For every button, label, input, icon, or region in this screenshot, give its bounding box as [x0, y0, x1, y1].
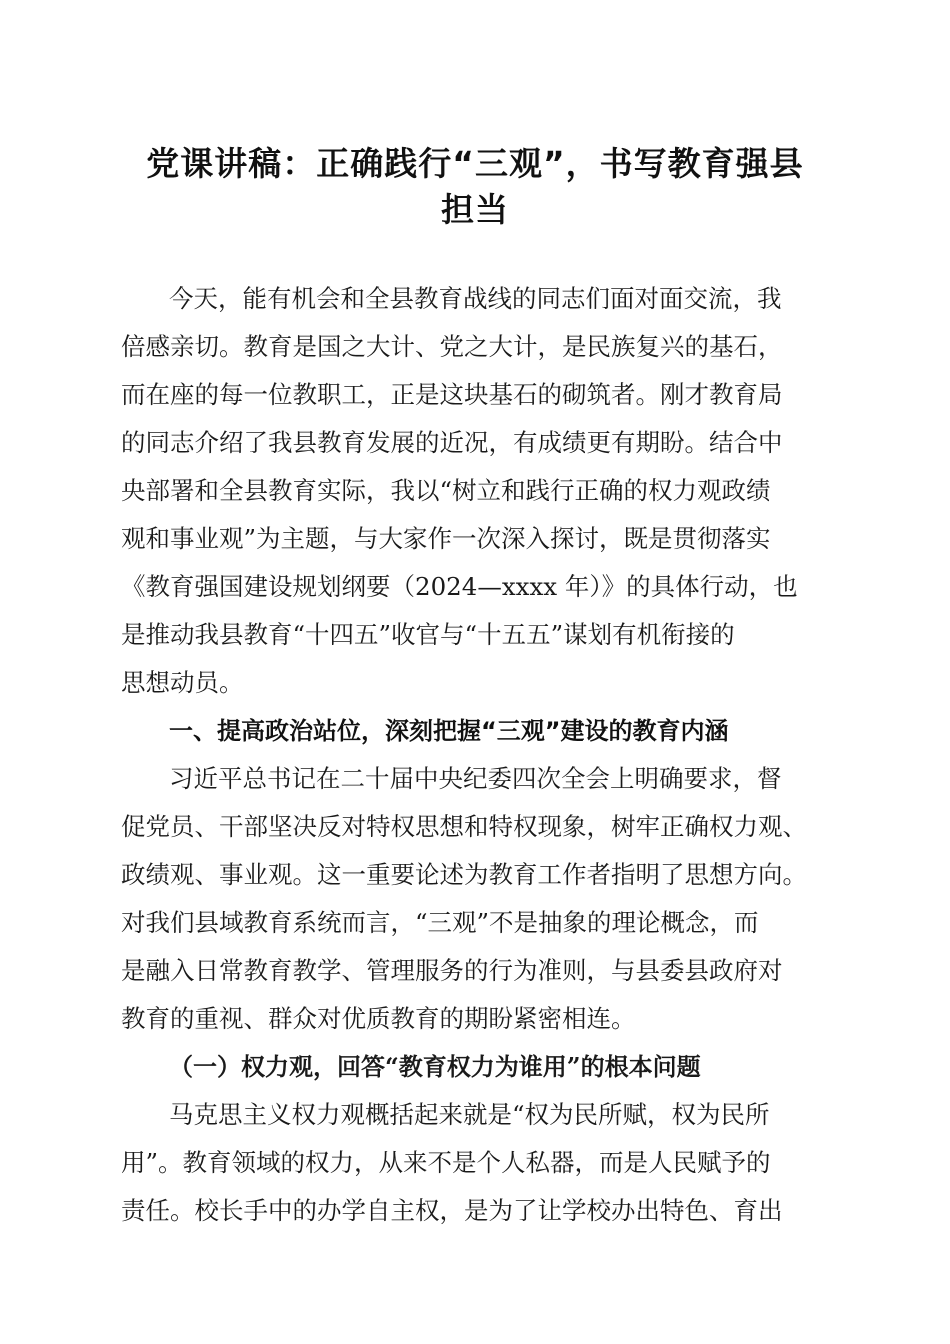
- intro-line: 今天，能有机会和全县教育战线的同志们面对面交流，我: [169, 284, 782, 313]
- section-body-line: 是融入日常教育教学、管理服务的行为准则，与县委县政府对: [121, 956, 783, 985]
- section-body-line: 促党员、干部坚决反对特权思想和特权现象，树牢正确权力观、: [121, 812, 807, 841]
- section-body-line: 习近平总书记在二十届中央纪委四次全会上明确要求，督: [169, 764, 782, 793]
- intro-line: 央部署和全县教育实际，我以“树立和践行正确的权力观政绩: [121, 476, 771, 505]
- intro-line: 《教育强国建设规划纲要（2024—xxxx 年）》的具体行动，也: [121, 572, 798, 601]
- intro-line: 的同志介绍了我县教育发展的近况，有成绩更有期盼。结合中: [121, 428, 783, 457]
- intro-line: 倍感亲切。教育是国之大计、党之大计，是民族复兴的基石，: [121, 332, 783, 361]
- document-title-line-1: 党课讲稿：正确践行“三观”，书写教育强县: [146, 144, 804, 183]
- intro-line: 是推动我县教育“十四五”收官与“十五五”谋划有机衔接的: [121, 620, 735, 649]
- section-heading: 一、提高政治站位，深刻把握“三观”建设的教育内涵: [169, 717, 729, 745]
- subsection-body-line: 用”。教育领域的权力，从来不是个人私器，而是人民赋予的: [121, 1148, 771, 1177]
- subsection-body-line: 马克思主义权力观概括起来就是“权为民所赋，权为民所: [169, 1100, 770, 1129]
- intro-line: 观和事业观”为主题，与大家作一次深入探讨，既是贯彻落实: [121, 524, 771, 553]
- subsection-body-line: 责任。校长手中的办学自主权，是为了让学校办出特色、育出: [121, 1196, 783, 1225]
- intro-line: 思想动员。: [121, 668, 244, 697]
- section-body-line: 对我们县域教育系统而言，“三观”不是抽象的理论概念，而: [121, 908, 759, 937]
- intro-line: 而在座的每一位教职工，正是这块基石的砌筑者。刚才教育局: [121, 380, 783, 409]
- section-body-line: 教育的重视、群众对优质教育的期盼紧密相连。: [121, 1004, 636, 1033]
- section-body-line: 政绩观、事业观。这一重要论述为教育工作者指明了思想方向。: [121, 860, 807, 889]
- subsection-heading: （一）权力观，回答“教育权力为谁用”的根本问题: [169, 1052, 701, 1081]
- document-title-line-2: 担当: [441, 190, 509, 229]
